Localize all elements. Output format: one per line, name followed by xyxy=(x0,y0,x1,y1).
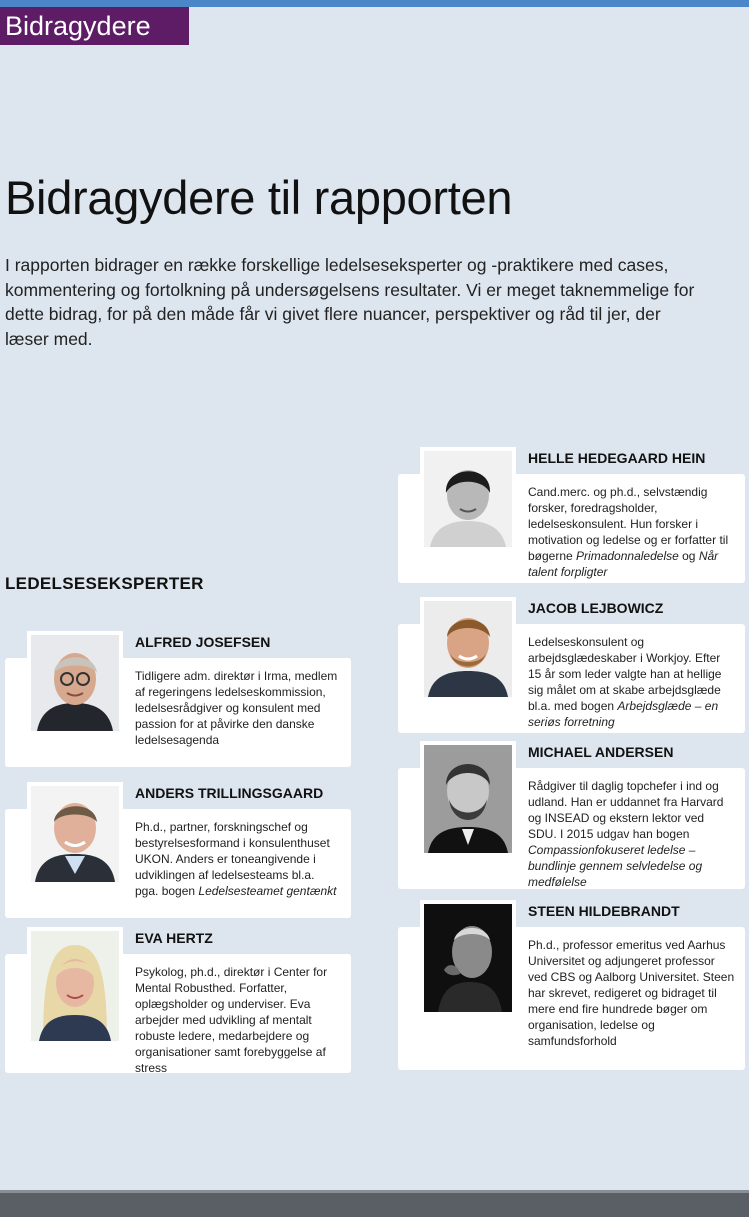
contributor-name: ANDERS TRILLINGSGAARD xyxy=(135,785,324,801)
portrait-icon xyxy=(31,931,119,1041)
contributor-name: EVA HERTZ xyxy=(135,930,213,946)
group-heading: LEDELSESEKSPERTER xyxy=(5,574,204,593)
portrait-photo xyxy=(27,927,123,1045)
contributor-bio: Cand.merc. og ph.d., selvstændig forsker, foredragsholder, ledelseskonsulent. Hun forsker i motivation og ledelse og er forfatter til bøgerne Primadonnaledelse og Når talent forpligter xyxy=(528,485,729,579)
portrait-photo xyxy=(420,447,516,551)
section-tag: Bidragydere xyxy=(0,7,189,45)
portrait-photo xyxy=(27,631,123,735)
contributor-bio: Ph.d., partner, forskningschef og bestyrelsesformand i konsulenthuset UKON. Anders er toneangivende i udviklingen af ledelsesteams bl.a. pga. bogen Ledelsesteamet gentænkt xyxy=(135,820,337,898)
contributor-card-michael-andersen xyxy=(398,741,745,889)
portrait-icon xyxy=(31,786,119,882)
contributor-bio: Rådgiver til daglig topchefer i ind og udland. Han er uddannet fra Harvard og INSEAD og ekstern lektor ved SDU. I 2015 udgav han bogen Compassionfokuseret ledelse – bundlinje gennem selvledelse og medfølelse xyxy=(528,779,724,889)
book-title: Primadonnaledelse xyxy=(576,549,679,563)
portrait-icon xyxy=(424,451,512,547)
portrait-photo xyxy=(420,741,516,857)
top-accent-bar xyxy=(0,0,749,7)
contributor-name: JACOB LEJBOWICZ xyxy=(528,600,664,616)
portrait-photo xyxy=(420,900,516,1016)
book-title: Compassionfokuseret ledelse – bundlinje gennem selvledelse og medfølelse xyxy=(528,843,703,889)
contributor-card-alfred-josefsen xyxy=(5,631,351,767)
contributor-name: HELLE HEDEGAARD HEIN xyxy=(528,450,706,466)
contributor-name: MICHAEL ANDERSEN xyxy=(528,744,674,760)
portrait-photo xyxy=(27,782,123,886)
contributor-card-helle-hedegaard-hein xyxy=(398,447,745,583)
contributor-name: STEEN HILDEBRANDT xyxy=(528,903,680,919)
contributor-bio: Tidligere adm. direktør i Irma, medlem af regeringens ledelseskommission, ledelsesrådgiver og konsulent med passion for at påvirke den danske ledelsesagenda xyxy=(135,669,338,747)
contributor-card-steen-hildebrandt xyxy=(398,900,745,1070)
contributor-card-anders-trillingsgaard xyxy=(5,782,351,918)
contributor-card-eva-hertz xyxy=(5,927,351,1073)
book-title: Ledelsesteamet gentænkt xyxy=(198,884,337,898)
contributor-name: ALFRED JOSEFSEN xyxy=(135,634,271,650)
portrait-icon xyxy=(31,635,119,731)
page-title: Bidragydere til rapporten xyxy=(5,171,513,224)
portrait-icon xyxy=(424,745,512,853)
contributor-card-jacob-lejbowicz xyxy=(398,597,745,733)
book-title: Når talent forpligter xyxy=(528,549,719,579)
footer-divider xyxy=(0,1190,749,1193)
portrait-icon xyxy=(424,601,512,697)
contributor-bio: Ledelseskonsulent og arbejdsglædeskaber i Workjoy. Efter 15 år som leder valgte han at hellige sig målet om at skabe arbejdsglæde bl.a. med bogen Arbejdsglæde – en seriøs forretning xyxy=(528,635,722,729)
contributor-bio: Psykolog, ph.d., direktør i Center for Mental Robusthed. Forfatter, oplægsholder og underviser. Eva arbejder med udvikling af mentalt robuste ledere, medarbejdere og organisationer samt forebyggelse af stress xyxy=(135,965,328,1075)
portrait-icon xyxy=(424,904,512,1012)
book-title: Arbejdsglæde – en seriøs forretning xyxy=(528,699,719,729)
contributor-bio: Ph.d., professor emeritus ved Aarhus Universitet og adjungeret professor ved CBS og Aalborg Universitet. Steen har skrevet, redigeret og bidraget til mere end fire hundrede bøger om organisation, ledelse og samfundsforhold xyxy=(528,938,735,1048)
portrait-photo xyxy=(420,597,516,701)
intro-paragraph: I rapporten bidrager en række forskellige ledelseseksperter og -praktikere med cases, kommentering og fortolkning på undersøgelsens resultater. Vi er meget taknemmelige for dette bidrag, for på den måde får vi givet flere nuancer, perspektiver og råd til jer, der læser med. xyxy=(5,255,695,349)
bottom-footer-bar xyxy=(0,1190,749,1217)
